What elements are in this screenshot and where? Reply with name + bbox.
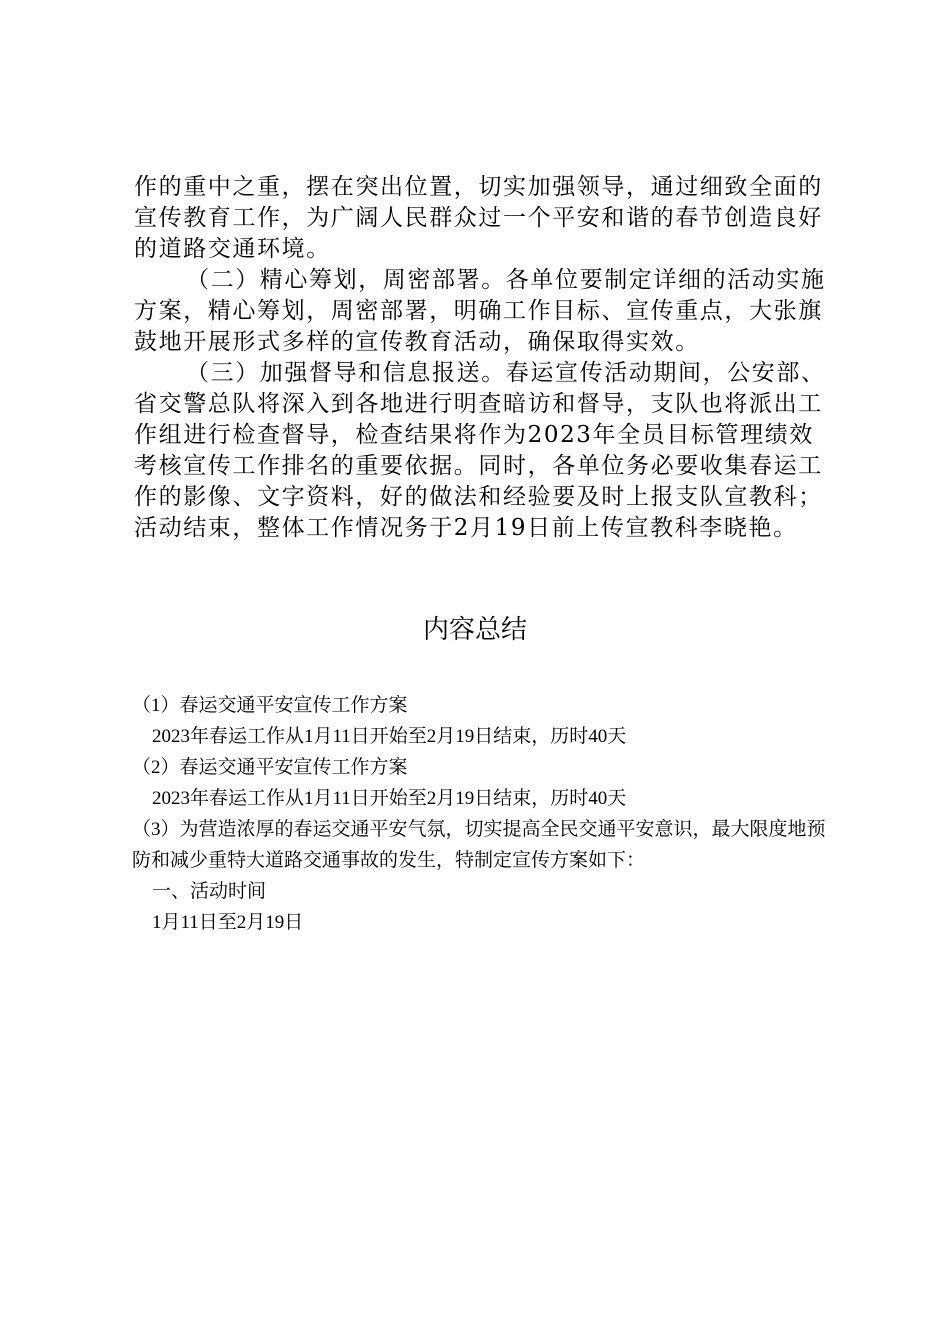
summary-heading: 内容总结 bbox=[422, 615, 527, 645]
summary-line: （1）春运交通平安宣传工作方案 bbox=[132, 695, 408, 716]
summary-line: 一、活动时间 bbox=[152, 881, 267, 902]
summary-section bbox=[132, 690, 832, 938]
summary-line: （2）春运交通平安宣传工作方案 bbox=[132, 757, 408, 778]
body-text bbox=[134, 172, 834, 544]
summary-line: 1月11日至2月19日 bbox=[152, 912, 304, 933]
summary-line: （3）为营造浓厚的春运交通平安气氛，切实提高全民交通平安意识，最大限度地预防和减少重特大道路交通事故的发生，特制定宣传方案如下： bbox=[132, 819, 826, 871]
body-paragraph-2: （二）精心筹划，周密部署。各单位要制定详细的活动实施方案，精心筹划，周密部署，明确工作目标、宣传重点，大张旗鼓地开展形式多样的宣传教育活动，确保取得实效。 bbox=[134, 267, 826, 355]
body-paragraph-3: （三）加强督导和信息报送。春运宣传活动期间，公安部、省交警总队将深入到各地进行明查暗访和督导，支队也将派出工作组进行检查督导，检查结果将作为2023年全员目标管理绩效考核宣传工作排名的重要依据。同时，各单位务必要收集春运工作的影像、文字资料，好的做法和经验要及时上报支队宣教科；活动结束，整体工作情况务于2月19日前上传宣教科李晓艳。 bbox=[134, 360, 826, 541]
body-paragraph-1: 作的重中之重，摆在突出位置，切实加强领导，通过细致全面的宣传教育工作，为广阔人民群众过一个平安和谐的春节创造良好的道路交通环境。 bbox=[134, 174, 823, 262]
summary-line: 2023年春运工作从1月11日开始至2月19日结束，历时40天 bbox=[152, 726, 627, 747]
summary-line: 2023年春运工作从1月11日开始至2月19日结束，历时40天 bbox=[152, 788, 627, 809]
